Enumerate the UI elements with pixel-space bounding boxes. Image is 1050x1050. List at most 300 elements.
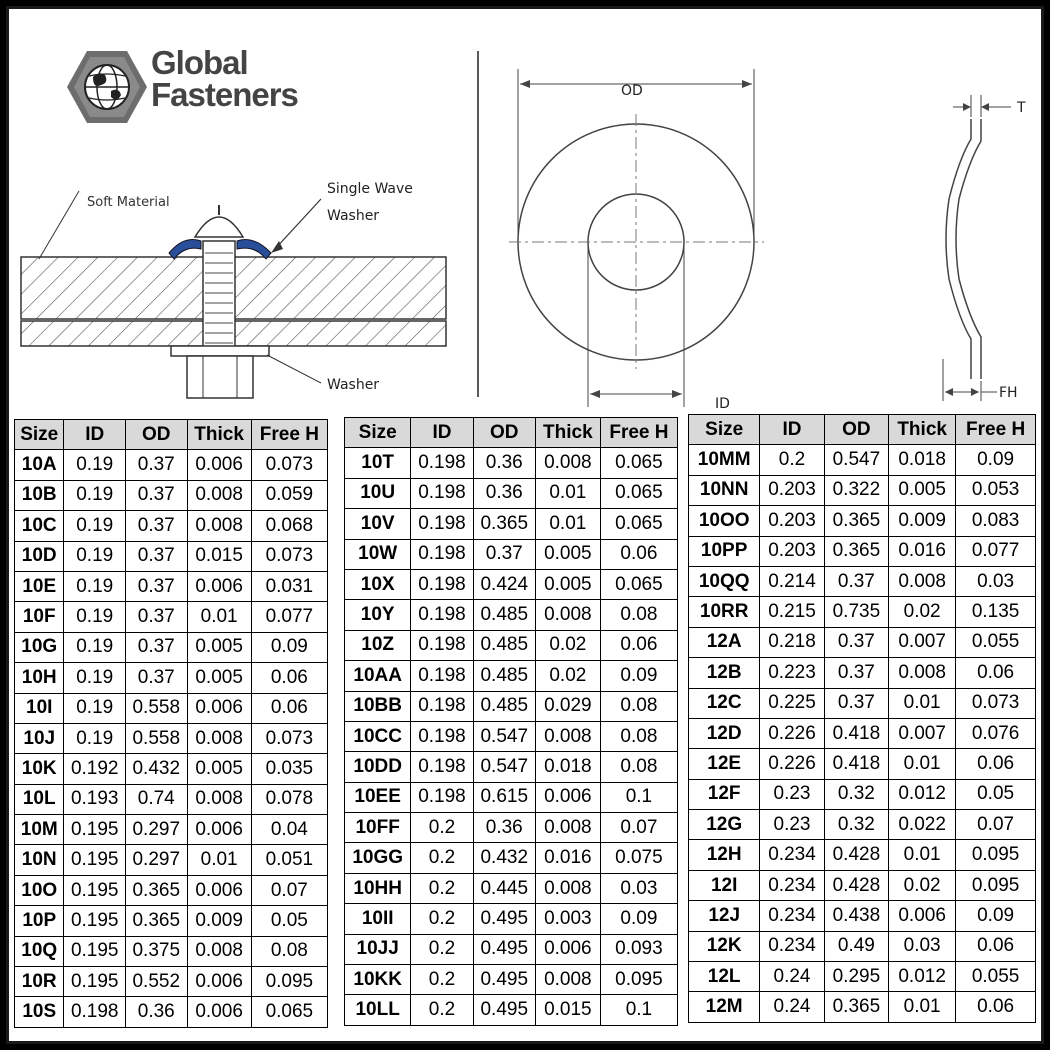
table-row <box>689 749 1036 779</box>
table-row <box>345 448 678 478</box>
value-cell: 0.24 <box>760 992 824 1022</box>
table-row <box>15 815 328 845</box>
value-cell: 0.005 <box>187 632 251 662</box>
value-cell: 0.02 <box>535 661 600 691</box>
value-cell: 0.018 <box>889 445 956 475</box>
value-cell: 0.365 <box>824 536 888 566</box>
table-row <box>689 962 1036 992</box>
table-row <box>15 663 328 693</box>
value-cell: 0.08 <box>600 691 677 721</box>
value-cell: 0.428 <box>824 870 888 900</box>
table-row <box>345 509 678 539</box>
table-row <box>689 506 1036 536</box>
table-row <box>689 931 1036 961</box>
value-cell: 0.2 <box>411 904 473 934</box>
size-cell: 10W <box>345 539 411 569</box>
table-row <box>15 845 328 875</box>
column-header: Thick <box>535 418 600 448</box>
size-cell: 10L <box>15 784 64 814</box>
size-cell: 10DD <box>345 752 411 782</box>
value-cell: 0.36 <box>473 478 535 508</box>
value-cell: 0.078 <box>251 784 327 814</box>
value-cell: 0.006 <box>187 815 251 845</box>
value-cell: 0.2 <box>411 995 473 1025</box>
value-cell: 0.016 <box>535 843 600 873</box>
value-cell: 0.1 <box>600 782 677 812</box>
value-cell: 0.005 <box>535 569 600 599</box>
header-row <box>689 415 1036 445</box>
header-row <box>15 420 328 450</box>
value-cell: 0.2 <box>760 445 824 475</box>
table-row <box>15 511 328 541</box>
value-cell: 0.068 <box>251 511 327 541</box>
size-cell: 10P <box>15 906 64 936</box>
value-cell: 0.01 <box>187 602 251 632</box>
size-cell: 10V <box>345 509 411 539</box>
value-cell: 0.08 <box>600 752 677 782</box>
value-cell: 0.198 <box>411 569 473 599</box>
value-cell: 0.37 <box>126 511 188 541</box>
value-cell: 0.065 <box>251 997 327 1027</box>
size-cell: 10R <box>15 967 64 997</box>
value-cell: 0.198 <box>411 600 473 630</box>
value-cell: 0.095 <box>956 840 1036 870</box>
column-header: OD <box>126 420 188 450</box>
value-cell: 0.008 <box>889 566 956 596</box>
label-od: OD <box>621 83 643 99</box>
value-cell: 0.015 <box>187 541 251 571</box>
value-cell: 0.297 <box>126 815 188 845</box>
table-row <box>345 630 678 660</box>
table-row <box>689 810 1036 840</box>
value-cell: 0.195 <box>64 936 126 966</box>
value-cell: 0.438 <box>824 901 888 931</box>
value-cell: 0.223 <box>760 658 824 688</box>
value-cell: 0.09 <box>956 901 1036 931</box>
size-cell: 10H <box>15 663 64 693</box>
washer-top-view <box>509 69 764 412</box>
table-row <box>689 901 1036 931</box>
value-cell: 0.006 <box>535 782 600 812</box>
size-cell: 12B <box>689 658 760 688</box>
value-cell: 0.36 <box>126 997 188 1027</box>
value-cell: 0.008 <box>889 658 956 688</box>
brand-name-line2: Fasteners <box>151 76 298 113</box>
size-cell: 10OO <box>689 506 760 536</box>
table-row <box>345 569 678 599</box>
value-cell: 0.36 <box>473 448 535 478</box>
value-cell: 0.008 <box>187 784 251 814</box>
value-cell: 0.015 <box>535 995 600 1025</box>
value-cell: 0.06 <box>956 658 1036 688</box>
value-cell: 0.234 <box>760 870 824 900</box>
value-cell: 0.077 <box>251 602 327 632</box>
value-cell: 0.37 <box>126 541 188 571</box>
value-cell: 0.547 <box>824 445 888 475</box>
value-cell: 0.19 <box>64 480 126 510</box>
size-cell: 12C <box>689 688 760 718</box>
value-cell: 0.2 <box>411 843 473 873</box>
spec-table-2 <box>344 417 678 1026</box>
value-cell: 0.01 <box>889 992 956 1022</box>
value-cell: 0.07 <box>251 875 327 905</box>
label-washer: Washer <box>327 377 380 393</box>
value-cell: 0.198 <box>411 661 473 691</box>
value-cell: 0.076 <box>956 718 1036 748</box>
size-cell: 12L <box>689 962 760 992</box>
value-cell: 0.2 <box>411 965 473 995</box>
value-cell: 0.008 <box>535 721 600 751</box>
size-cell: 10AA <box>345 661 411 691</box>
value-cell: 0.198 <box>411 752 473 782</box>
spec-table-1 <box>14 419 328 1028</box>
size-cell: 10GG <box>345 843 411 873</box>
size-cell: 10Z <box>345 630 411 660</box>
value-cell: 0.418 <box>824 718 888 748</box>
value-cell: 0.198 <box>411 782 473 812</box>
value-cell: 0.008 <box>187 936 251 966</box>
size-cell: 10MM <box>689 445 760 475</box>
table-row <box>689 597 1036 627</box>
table-row <box>689 536 1036 566</box>
value-cell: 0.547 <box>473 721 535 751</box>
value-cell: 0.008 <box>187 723 251 753</box>
value-cell: 0.547 <box>473 752 535 782</box>
value-cell: 0.218 <box>760 627 824 657</box>
size-cell: 10QQ <box>689 566 760 596</box>
size-cell: 10S <box>15 997 64 1027</box>
page-frame <box>6 6 1044 1044</box>
value-cell: 0.04 <box>251 815 327 845</box>
value-cell: 0.203 <box>760 506 824 536</box>
value-cell: 0.06 <box>956 749 1036 779</box>
value-cell: 0.03 <box>889 931 956 961</box>
value-cell: 0.615 <box>473 782 535 812</box>
value-cell: 0.073 <box>251 450 327 480</box>
value-cell: 0.007 <box>889 627 956 657</box>
value-cell: 0.031 <box>251 571 327 601</box>
value-cell: 0.01 <box>187 845 251 875</box>
table-row <box>689 840 1036 870</box>
value-cell: 0.01 <box>889 749 956 779</box>
value-cell: 0.195 <box>64 815 126 845</box>
size-cell: 12M <box>689 992 760 1022</box>
size-cell: 10E <box>15 571 64 601</box>
value-cell: 0.193 <box>64 784 126 814</box>
value-cell: 0.083 <box>956 506 1036 536</box>
size-cell: 10JJ <box>345 934 411 964</box>
value-cell: 0.06 <box>600 539 677 569</box>
value-cell: 0.08 <box>600 600 677 630</box>
value-cell: 0.029 <box>535 691 600 721</box>
label-id: ID <box>715 396 730 412</box>
value-cell: 0.09 <box>251 632 327 662</box>
value-cell: 0.051 <box>251 845 327 875</box>
size-cell: 12G <box>689 810 760 840</box>
table-row <box>15 997 328 1027</box>
value-cell: 0.23 <box>760 810 824 840</box>
table-row <box>345 539 678 569</box>
value-cell: 0.01 <box>889 688 956 718</box>
value-cell: 0.006 <box>187 450 251 480</box>
size-cell: 12A <box>689 627 760 657</box>
value-cell: 0.37 <box>824 627 888 657</box>
value-cell: 0.485 <box>473 661 535 691</box>
size-cell: 10I <box>15 693 64 723</box>
value-cell: 0.006 <box>187 967 251 997</box>
value-cell: 0.065 <box>600 478 677 508</box>
table-row <box>689 992 1036 1022</box>
value-cell: 0.19 <box>64 663 126 693</box>
size-cell: 10O <box>15 875 64 905</box>
value-cell: 0.198 <box>411 630 473 660</box>
value-cell: 0.432 <box>473 843 535 873</box>
value-cell: 0.006 <box>889 901 956 931</box>
table-row <box>689 566 1036 596</box>
value-cell: 0.195 <box>64 906 126 936</box>
value-cell: 0.23 <box>760 779 824 809</box>
value-cell: 0.065 <box>600 569 677 599</box>
value-cell: 0.005 <box>889 475 956 505</box>
value-cell: 0.365 <box>824 992 888 1022</box>
value-cell: 0.006 <box>187 693 251 723</box>
value-cell: 0.195 <box>64 967 126 997</box>
value-cell: 0.735 <box>824 597 888 627</box>
table-row <box>15 906 328 936</box>
label-single-wave-2: Washer <box>327 208 380 224</box>
table-row <box>15 693 328 723</box>
table-row <box>345 873 678 903</box>
value-cell: 0.065 <box>600 448 677 478</box>
value-cell: 0.073 <box>956 688 1036 718</box>
value-cell: 0.08 <box>251 936 327 966</box>
value-cell: 0.365 <box>824 506 888 536</box>
value-cell: 0.06 <box>956 931 1036 961</box>
size-cell: 10B <box>15 480 64 510</box>
size-cell: 12I <box>689 870 760 900</box>
size-cell: 10F <box>15 602 64 632</box>
value-cell: 0.2 <box>411 934 473 964</box>
table-row <box>689 627 1036 657</box>
value-cell: 0.008 <box>187 511 251 541</box>
table-row <box>345 934 678 964</box>
table-row <box>15 571 328 601</box>
value-cell: 0.02 <box>889 870 956 900</box>
column-header: Thick <box>187 420 251 450</box>
value-cell: 0.006 <box>187 571 251 601</box>
size-cell: 10T <box>345 448 411 478</box>
value-cell: 0.095 <box>251 967 327 997</box>
value-cell: 0.24 <box>760 962 824 992</box>
table-row <box>345 661 678 691</box>
label-t: T <box>1017 100 1026 116</box>
value-cell: 0.37 <box>126 450 188 480</box>
value-cell: 0.214 <box>760 566 824 596</box>
table-row <box>15 632 328 662</box>
value-cell: 0.006 <box>187 875 251 905</box>
value-cell: 0.008 <box>535 965 600 995</box>
value-cell: 0.19 <box>64 723 126 753</box>
column-header: Size <box>15 420 64 450</box>
table-row <box>15 875 328 905</box>
size-cell: 10U <box>345 478 411 508</box>
value-cell: 0.09 <box>956 445 1036 475</box>
value-cell: 0.495 <box>473 995 535 1025</box>
value-cell: 0.495 <box>473 965 535 995</box>
value-cell: 0.007 <box>889 718 956 748</box>
value-cell: 0.055 <box>956 627 1036 657</box>
value-cell: 0.19 <box>64 602 126 632</box>
size-cell: 10J <box>15 723 64 753</box>
table-row <box>345 691 678 721</box>
value-cell: 0.003 <box>535 904 600 934</box>
value-cell: 0.215 <box>760 597 824 627</box>
value-cell: 0.008 <box>535 813 600 843</box>
size-cell: 10Q <box>15 936 64 966</box>
value-cell: 0.485 <box>473 691 535 721</box>
value-cell: 0.135 <box>956 597 1036 627</box>
value-cell: 0.192 <box>64 754 126 784</box>
value-cell: 0.073 <box>251 723 327 753</box>
size-cell: 10N <box>15 845 64 875</box>
value-cell: 0.37 <box>473 539 535 569</box>
value-cell: 0.073 <box>251 541 327 571</box>
brand-name-line1: Global <box>151 44 248 81</box>
value-cell: 0.012 <box>889 779 956 809</box>
value-cell: 0.432 <box>126 754 188 784</box>
value-cell: 0.37 <box>126 480 188 510</box>
value-cell: 0.19 <box>64 632 126 662</box>
size-cell: 10G <box>15 632 64 662</box>
value-cell: 0.018 <box>535 752 600 782</box>
label-soft-material: Soft Material <box>87 195 170 210</box>
value-cell: 0.095 <box>600 965 677 995</box>
table-row <box>345 752 678 782</box>
value-cell: 0.005 <box>187 663 251 693</box>
size-cell: 10FF <box>345 813 411 843</box>
table-row <box>345 813 678 843</box>
value-cell: 0.19 <box>64 450 126 480</box>
value-cell: 0.37 <box>824 566 888 596</box>
value-cell: 0.016 <box>889 536 956 566</box>
value-cell: 0.365 <box>126 875 188 905</box>
size-cell: 10D <box>15 541 64 571</box>
value-cell: 0.322 <box>824 475 888 505</box>
value-cell: 0.198 <box>411 539 473 569</box>
table-row <box>15 723 328 753</box>
table-row <box>15 602 328 632</box>
value-cell: 0.375 <box>126 936 188 966</box>
value-cell: 0.297 <box>126 845 188 875</box>
value-cell: 0.424 <box>473 569 535 599</box>
table-row <box>689 870 1036 900</box>
value-cell: 0.485 <box>473 630 535 660</box>
value-cell: 0.075 <box>600 843 677 873</box>
value-cell: 0.2 <box>411 873 473 903</box>
value-cell: 0.06 <box>251 663 327 693</box>
value-cell: 0.01 <box>889 840 956 870</box>
value-cell: 0.005 <box>535 539 600 569</box>
table-row <box>689 688 1036 718</box>
value-cell: 0.198 <box>411 448 473 478</box>
value-cell: 0.558 <box>126 723 188 753</box>
size-cell: 12H <box>689 840 760 870</box>
value-cell: 0.558 <box>126 693 188 723</box>
column-header: Free H <box>251 420 327 450</box>
value-cell: 0.365 <box>126 906 188 936</box>
table-row <box>15 754 328 784</box>
table-row <box>689 445 1036 475</box>
value-cell: 0.022 <box>889 810 956 840</box>
size-cell: 10M <box>15 815 64 845</box>
table-row <box>689 658 1036 688</box>
value-cell: 0.203 <box>760 536 824 566</box>
value-cell: 0.2 <box>411 813 473 843</box>
table-row <box>345 478 678 508</box>
value-cell: 0.49 <box>824 931 888 961</box>
size-cell: 10K <box>15 754 64 784</box>
value-cell: 0.09 <box>600 661 677 691</box>
size-cell: 10NN <box>689 475 760 505</box>
size-cell: 10A <box>15 450 64 480</box>
column-header: ID <box>411 418 473 448</box>
value-cell: 0.006 <box>187 997 251 1027</box>
value-cell: 0.1 <box>600 995 677 1025</box>
value-cell: 0.077 <box>956 536 1036 566</box>
value-cell: 0.01 <box>535 509 600 539</box>
value-cell: 0.74 <box>126 784 188 814</box>
value-cell: 0.198 <box>411 509 473 539</box>
table-row <box>15 784 328 814</box>
value-cell: 0.495 <box>473 904 535 934</box>
value-cell: 0.02 <box>889 597 956 627</box>
size-cell: 10II <box>345 904 411 934</box>
size-cell: 10X <box>345 569 411 599</box>
value-cell: 0.006 <box>535 934 600 964</box>
value-cell: 0.009 <box>187 906 251 936</box>
table-row <box>345 600 678 630</box>
label-fh: FH <box>999 385 1018 401</box>
column-header: Size <box>345 418 411 448</box>
washer-side-view <box>943 95 1026 401</box>
value-cell: 0.03 <box>600 873 677 903</box>
value-cell: 0.053 <box>956 475 1036 505</box>
column-header: OD <box>473 418 535 448</box>
value-cell: 0.295 <box>824 962 888 992</box>
column-header: ID <box>760 415 824 445</box>
value-cell: 0.055 <box>956 962 1036 992</box>
header-row <box>345 418 678 448</box>
value-cell: 0.012 <box>889 962 956 992</box>
value-cell: 0.05 <box>251 906 327 936</box>
table-row <box>689 475 1036 505</box>
spec-table-3 <box>688 414 1036 1023</box>
size-cell: 12E <box>689 749 760 779</box>
table-row <box>689 779 1036 809</box>
column-header: Free H <box>956 415 1036 445</box>
table-row <box>15 936 328 966</box>
table-row <box>345 843 678 873</box>
size-cell: 10RR <box>689 597 760 627</box>
column-header: Thick <box>889 415 956 445</box>
column-header: Free H <box>600 418 677 448</box>
value-cell: 0.495 <box>473 934 535 964</box>
label-single-wave-1: Single Wave <box>327 181 413 197</box>
value-cell: 0.418 <box>824 749 888 779</box>
value-cell: 0.234 <box>760 931 824 961</box>
value-cell: 0.08 <box>600 721 677 751</box>
table-row <box>15 450 328 480</box>
